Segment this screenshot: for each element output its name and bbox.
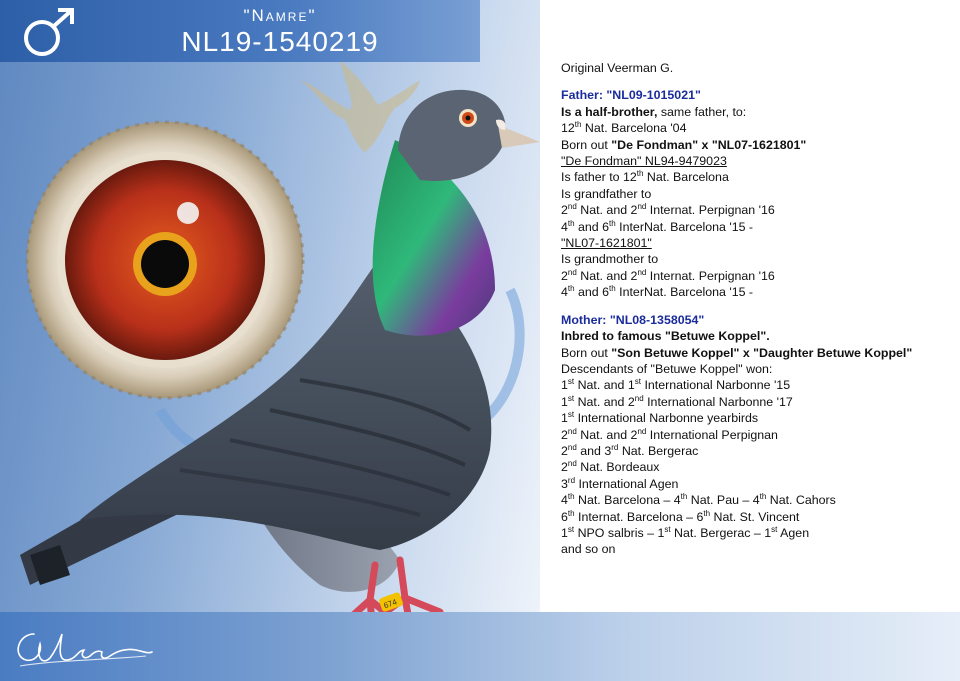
grandfather-result-2: 4th and 6th InterNat. Barcelona '15 - [561, 218, 754, 234]
descendants-line: Descendants of "Betuwe Koppel" won: [561, 361, 773, 376]
result-line: 1st International Narbonne yearbirds [561, 410, 759, 426]
is-grandmother: Is grandmother to [561, 252, 659, 267]
father-half-brother: Is a half-brother, same father, to: [561, 104, 747, 119]
pigeon-artwork [0, 50, 540, 630]
pedigree-text [561, 60, 951, 558]
nl07-line: "NL07-1621801" [561, 236, 652, 251]
result-line: 4th Nat. Barcelona – 4th Nat. Pau – 4th Nat. Cahors [561, 492, 836, 508]
mother-heading: Mother: "NL08-1358054" [561, 312, 705, 327]
result-line: 3rd International Agen [561, 475, 679, 491]
is-grandfather: Is grandfather to [561, 186, 652, 201]
grandmother-result-2: 4th and 6th InterNat. Barcelona '15 - [561, 284, 754, 300]
result-line: 6th Internat. Barcelona – 6th Nat. St. Vincent [561, 508, 800, 524]
result-line: 1st Nat. and 1st International Narbonne '15 [561, 377, 791, 393]
result-line: 2nd and 3rd Nat. Bergerac [561, 442, 699, 458]
father-heading: Father: "NL09-1015021" [561, 88, 701, 103]
signature-icon [6, 616, 156, 674]
de-fondman-line: "De Fondman" NL94-9479023 [561, 154, 727, 169]
fondman-is-father: Is father to 12th Nat. Barcelona [561, 169, 729, 185]
pigeon-name: "Namre" [243, 6, 317, 25]
mother-born-out: Born out "Son Betuwe Koppel" x "Daughter Betuwe Koppel" [561, 345, 913, 360]
ring-band-label: 674 [382, 597, 399, 611]
result-line: 1st NPO salbris – 1st Nat. Bergerac – 1st Agen [561, 524, 810, 540]
ring-number: NL19-1540219 [181, 26, 379, 57]
result-line: 2nd Nat. and 2nd International Perpignan [561, 426, 778, 442]
eye-closeup-icon [27, 122, 303, 398]
and-so-on: and so on [561, 542, 616, 557]
grandmother-result-1: 2nd Nat. and 2nd Internat. Perpignan '16 [561, 267, 775, 283]
male-symbol-icon [18, 4, 80, 60]
result-line: 2nd Nat. Bordeaux [561, 459, 660, 475]
grandfather-result-1: 2nd Nat. and 2nd Internat. Perpignan '16 [561, 202, 775, 218]
father-result-line: 12th Nat. Barcelona '04 [561, 120, 687, 136]
result-line: 1st Nat. and 2nd International Narbonne '17 [561, 393, 793, 409]
mother-inbred: Inbred to famous "Betuwe Koppel". [561, 329, 770, 344]
origin-line: Original Veerman G. [561, 61, 674, 75]
father-born-out: Born out "De Fondman" x "NL07-1621801" [561, 137, 807, 152]
